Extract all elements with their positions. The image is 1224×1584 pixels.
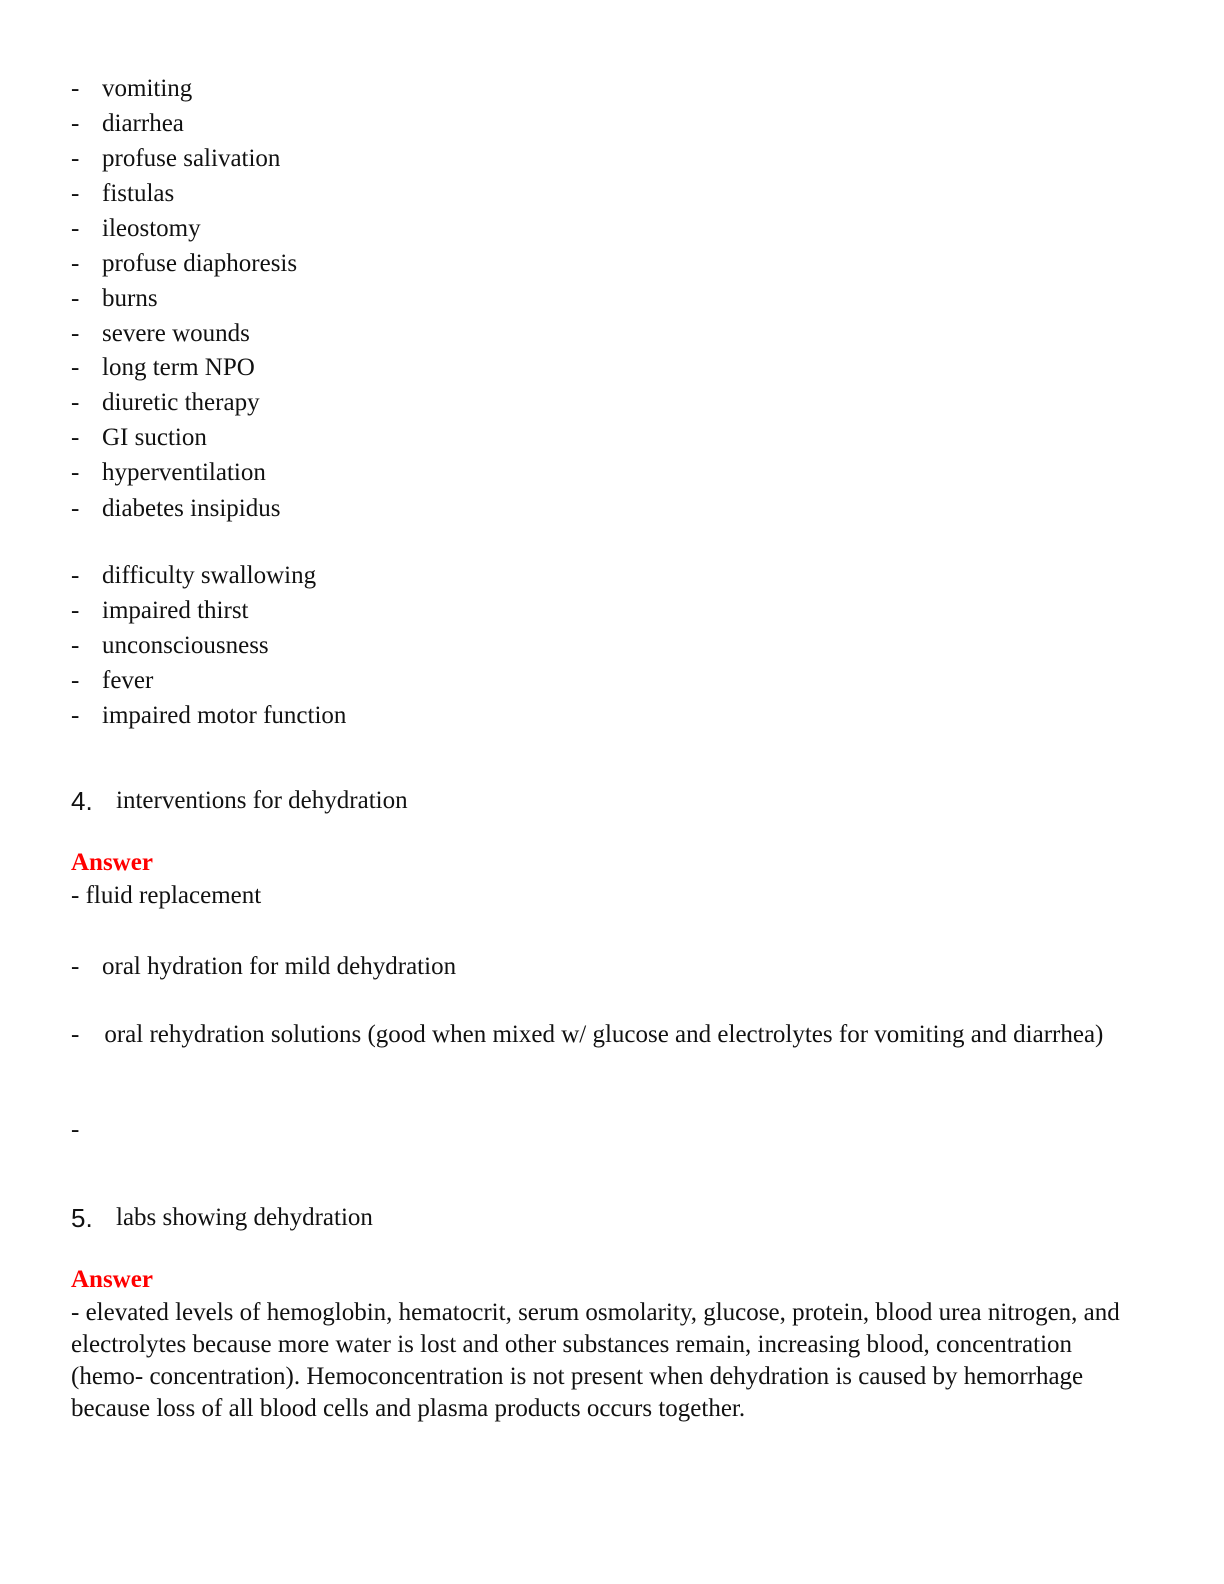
answer-label: Answer bbox=[71, 849, 153, 876]
answer-label: Answer bbox=[71, 1266, 153, 1293]
question-text: labs showing dehydration bbox=[116, 1204, 373, 1231]
answer-line: - fluid replacement bbox=[71, 882, 262, 909]
question-text: interventions for dehydration bbox=[116, 787, 408, 814]
answer-paragraph: - oral rehydration solutions (good when mixed w/ glucose and electrolytes for vomiting and diarrhea) bbox=[71, 1021, 1104, 1048]
question-number: 4. bbox=[71, 786, 93, 816]
answer-paragraph: - elevated levels of hemoglobin, hematocrit, serum osmolarity, glucose, protein, blood urea nitrogen, and electrolytes because more water is lost and other substances remain, increasing blood, concentration (hemo- concentration). Hemoconcentration is not present when dehydration is caused by hemorrhage because loss of all blood cells and plasma products occurs together. bbox=[71, 1299, 1120, 1422]
empty-bullet: - bbox=[71, 1116, 80, 1143]
question-number: 5. bbox=[71, 1203, 93, 1233]
document-page: - vomiting - diarrhea - profuse salivation - fistulas - ileostomy - profuse diaphoresis - burns - severe wounds - long term NPO - diuretic therapy - GI suction - hyperventilation - diabetes insipidus - difficulty swallowing - impaired thirst - unconsciousness - fever - impaired motor function 4. interventions for dehydration Answer - fluid replacement - oral hydration for mild dehydration - oral rehydration solutions (good when mixed w/ glucose and electrolytes for vomiting and diarrhea) - 5. labs showing dehydration Answer - elevated levels of hemoglobin, hematocrit, serum osmolarity, glucose, protein, blood urea nitrogen, and electrolytes because more water is lost and other substances remain, increasing blood, concentration (hemo- concentration). Hemoconcentration is not present when dehydration is caused by hemorrhage because loss of all blood cells and plasma products occurs together. bbox=[0, 0, 1224, 1584]
